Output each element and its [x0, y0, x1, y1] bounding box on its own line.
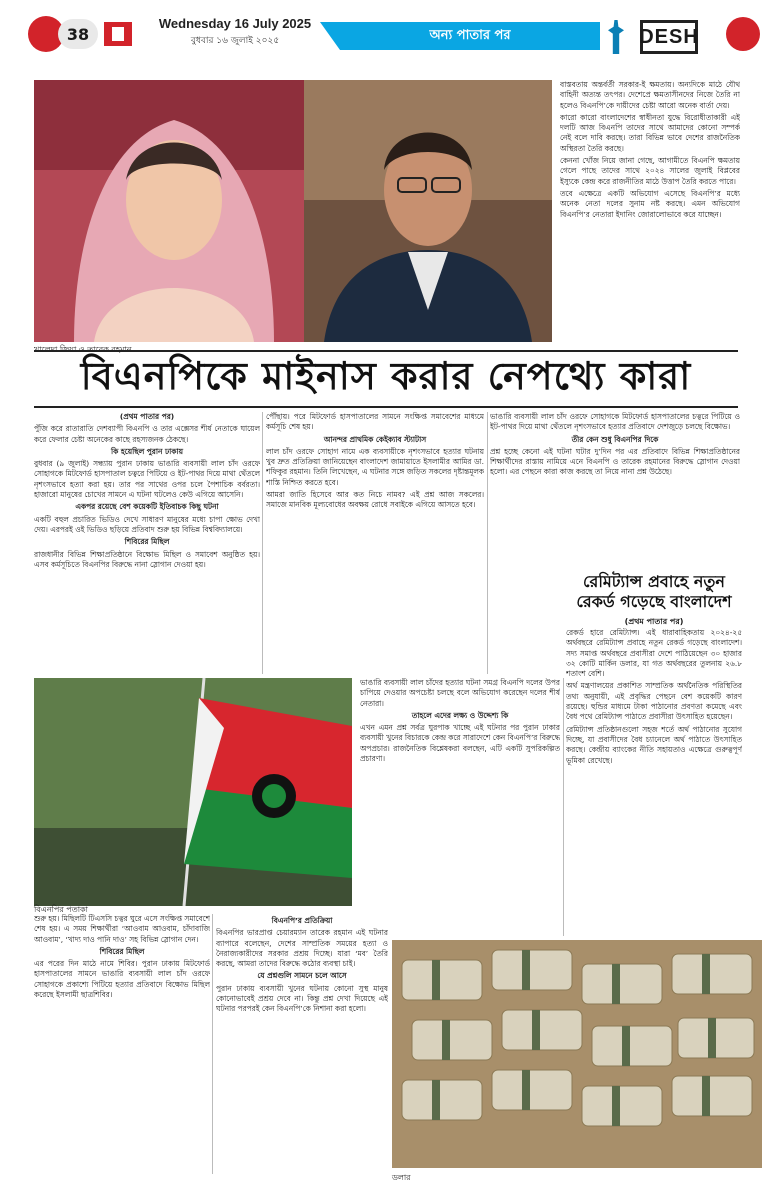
subheading: যে প্রশ্নগুলি সামনে চলে আসে	[257, 971, 347, 981]
middle-column	[360, 678, 560, 936]
paragraph: বিএনপির ভারপ্রাপ্ত চেয়ারম্যান তারেক রহমান এই ঘটনার ব্যাপারে বলেছেন, দেশের সাম্প্রতিক সময়ের হত্যা ও নৈরাজ্যকারীদের সরকার প্রশ্রয় দিচ্ছে। যারা ‘মব’ তৈরি করছে, আমরা তাদের বিরুদ্ধে কঠোর ব্যবস্থা চাই।	[216, 928, 388, 969]
paragraph: তবে এক্ষেত্রে একটি অভিযোগ এসেছে বিএনপি’র মধ্যে অনেক নেতা দলের সুনাম নষ্ট করছে। এমন অভিযোগ বিএনপি’র নেতারা ইদানিং জোরালোভাবে করে যাচ্ছেন।	[560, 188, 740, 219]
paragraph: রেকর্ড হারে রেমিট্যান্স। এই ধারাবাহিকতায় ২০২৪-২৫ অর্থবছরে রেমিট্যান্স প্রবাহে নতুন রেকর্ড গড়েছে বাংলাদেশ। সদ্য সমাপ্ত অর্থবছরে প্রবাসীরা দেশে পাঠিয়েছেন ৩০ হাজার ৩২ কোটি মার্কিন ডলার, যা গত অর্থবছরের তুলনায় ২৬.৮ শতাংশ বেশি।	[566, 628, 742, 679]
paragraph: কেননা খোঁজ নিয়ে জানা গেছে, আগামীতে বিএনপি ক্ষমতায় গেলে পাছে তাদের সাথে ২০২৪ সালের জুলাই বিপ্লবের ইস্যুকে কেন্দ্র করে রাজনীতির মাঠে উত্তাপ তৈরি করতে পারে।	[560, 156, 740, 186]
paragraph: শুরু হয়। মিছিলটি টিএসসি চত্বর ঘুরে এসে সংক্ষিপ্ত সমাবেশে শেষ হয়। এ সময় শিক্ষার্থীরা ‘আওবাম আওবাম, চাঁদাবাজি আওবাম’, ‘খাদ্য দাও পানি দাও’ সহ বিভিন্ন স্লোগান দেন।	[34, 914, 210, 944]
paragraph: বুধবার (৯ জুলাই) সন্ধ্যায় পুরান ঢাকায় ভাঙারি ব্যবসায়ী লাল চাঁদ ওরফে সোহাগকে মিটফোর্ড হাসপাতাল চত্বরে পিটিয়ে ও ইট-পাথর দিয়ে মাথা থেঁতলে নৃশংসভাবে হত্যা করা হয়। তার পর সাথের ওপর চলে পৈশাচিক বর্বরতা। হাজারো মানুষের চোখের সামনে এ ঘটনা ঘটলেও কেউ এগিয়ে আসেনি।	[34, 459, 260, 500]
subheading: একপর রয়েছে বেশ কয়েকটি ইতিবাচক কিছু ঘটনা	[75, 502, 219, 512]
issue-date	[150, 16, 320, 48]
tarique-rahman-photo	[304, 80, 552, 342]
column-divider	[212, 914, 213, 1174]
flag-photo-caption: বিএনপির পতাকা	[34, 905, 88, 914]
money-photo-caption: ডলার	[392, 1173, 411, 1182]
bnp-flag-photo	[34, 678, 352, 906]
main-headline: বিএনপিকে মাইনাস করার নেপথ্যে কারা	[34, 350, 738, 408]
khaleda-zia-photo	[34, 80, 304, 342]
remittance-column	[566, 628, 742, 934]
top-photo-caption: খালেদা জিয়া ও তারেক রহমান	[34, 345, 132, 354]
logo-text: DESH	[639, 25, 699, 48]
paragraph: ভাঙারি ব্যবসায়ী লাল চাঁদ ওরফে সোহাগকে মিটফোর্ড হাসপাতালের চত্বরে পিটিয়ে ও ইট-পাথর দিয়ে মাথা থেঁতলে নৃশংসভাবে হত্যার প্রতিবাদে দেশজুড়ে চলছে বিক্ষোভ।	[490, 412, 740, 432]
story-column-2	[266, 412, 484, 674]
paragraph: প্রশ্ন হচ্ছে কেনো এই ঘটনা ঘটার দু’দিন পর এর প্রতিবাদে বিভিন্ন শিক্ষাপ্রতিষ্ঠানের শিক্ষার্থীদের রাস্তায় নামিয়ে এনে বিএনপি ও তারেক রহমানের বিরুদ্ধে স্লোগান দেওয়া হলো। এর পেছনে কারা কাজ করছে তা নিয়ে নানা প্রশ্ন উঠেছে।	[490, 446, 740, 477]
statue-of-liberty-icon	[608, 20, 624, 54]
page-header	[0, 0, 770, 60]
paragraph: একটি বহুল প্রচারিত ভিডিও দেখে সাধারণ মানুষের মধ্যে চাপা ক্ষোভ দেখা দেয়। এরপরই ওই ভিডিও ছড়িয়ে প্রতিবাদ শুরু হয় বিভিন্ন বিশ্ববিদ্যালয়ে।	[34, 514, 260, 534]
issue-date-en: Wednesday 16 July 2025	[158, 16, 312, 31]
story-column-1	[34, 412, 260, 674]
continued-label: (প্রথম পাতার পর)	[119, 412, 175, 421]
registration-mark-icon	[726, 17, 760, 51]
subheading: তাহলে এদের লক্ষ্য ও উদ্দেশ্য কি	[411, 710, 509, 720]
bottom-column-2	[216, 914, 388, 1174]
column-divider	[487, 412, 488, 674]
subheading: শিবিরের মিছিল	[99, 946, 145, 956]
paragraph: বাস্তবতায় অন্তর্বর্তী সরকার-ই ক্ষমতায়। অন্যদিকে মাঠে যৌথ বাহিনী অত্যন্ত তৎপর। দেশেপ্রে ক্ষমতাসীনদের নিজে তৈরি না হলেও বিএনপি’কে দায়ীদের চেষ্টা আরো অনেক বার্তা দেয়।	[560, 80, 740, 110]
paragraph: কারো কারো বাংলাদেশের স্বাধীনতা যুদ্ধে বিরোধীতাকারী এই দলটি আজ বিএনপি তাদের সাথে আমাদের কোনো সম্পর্ক নেই বলে দাবি করছে। তারা বিভিন্ন ভাবে দেশের রাজনৈতিক অস্থিরতা তৈরি করছে।	[560, 112, 740, 153]
bottom-column-1	[34, 914, 210, 1174]
paragraph: রাজধানীর বিভিন্ন শিক্ষাপ্রতিষ্ঠানে বিক্ষোভ মিছিল ও সমাবেশ অনুষ্ঠিত হয়। এসব কর্মসূচিতে বিএনপির বিরুদ্ধে নানা স্লোগান দেওয়া হয়।	[34, 549, 260, 569]
column-divider	[563, 678, 564, 936]
paragraph: পৌঁছায়। পরে মিটফোর্ড হাসপাতালের সামনে সংক্ষিপ্ত সমাবেশের মাধ্যমে কর্মসূচি শেষ হয়।	[266, 412, 484, 432]
dollar-bundles-photo	[392, 940, 762, 1168]
issue-date-bn: বুধবার ১৬ জুলাই ২০২৫	[190, 36, 280, 46]
remittance-headline: রেমিট্যান্স প্রবাহে নতুন রেকর্ড গড়েছে বাংলাদেশ	[576, 572, 732, 611]
section-label: অন্য পাতার পর	[340, 22, 600, 50]
paragraph: রেমিট্যান্স প্রতিষ্ঠানগুলো সহজ শর্তে অর্থ পাঠানোর সুযোগ দিচ্ছে, যা প্রবাসীদের বৈধ চ্যানেলে অর্থ পাঠাতে উৎসাহিত করছে। কেন্দ্রীয় ব্যাংকের নীতি সহায়তাও এক্ষেত্রে গুরুত্বপূর্ণ ভূমিকা রেখেছে।	[566, 724, 742, 765]
desh-logo	[640, 20, 698, 54]
subheading: বিএনপি’র প্রতিক্রিয়া	[271, 916, 333, 925]
paragraph: লাল চাঁদ ওরফে সোহাগ নামে এক ব্যবসায়ীকে নৃশংসভাবে হত্যার ঘটনায় খুব দ্রুত প্রতিক্রিয়া জানিয়েছেন বাংলাদেশ জামায়াতে ইসলামীর আমির ডা. শফিকুর রহমান। তিনি লিখেছেন, এ ঘটনার সঙ্গে জড়িত সকলের দৃষ্টান্তমূলক শাস্তি নিশ্চিত করতে হবে।	[266, 446, 484, 487]
paragraph: ভাঙারি ব্যবসায়ী লাল চাঁদের হত্যার ঘটনা সমগ্র বিএনপি দলের উপর চাপিয়ে দেওয়ার অপচেষ্টা চলছে বলে অভিযোগ করেছেন দলের শীর্ষ নেতারা।	[360, 678, 560, 708]
subheading: শিবিরের মিছিল	[124, 537, 170, 547]
subheading: কি হয়েছিল পুরান ঢাকায়	[111, 446, 183, 456]
paragraph: এখন এমন প্রশ্ন সর্বত্র ঘুরপাক খাচ্ছে এই ঘটনার পর পুরান ঢাকার ব্যবসায়ী খুনের বিচারকে কেন্দ্র করে সারাদেশে কেন বিএনপি’র বিরুদ্ধে অপপ্রচার। রাজনৈতিক বিশ্লেষকরা বলছেন, এটি একটি সুপরিকল্পিত প্রচারণা।	[360, 723, 560, 764]
subheading: আনন্দর প্রাথমিক কেইক্যাব স্ট্যাটাস	[323, 434, 427, 444]
paragraph: এর পরের দিন মাঠে নামে শিবির। পুরান ঢাকায় মিটফোর্ড হাসপাতালের সামনে ভাঙারি ব্যবসায়ী লাল চাঁদ ওরফে সোহাগকে প্রকাশ্যে পিটিয়ে হত্যার প্রতিবাদে বিক্ষোভ মিছিল করেছে ইসলামী ছাত্রশিবির।	[34, 959, 210, 1000]
column-divider	[262, 412, 263, 674]
paragraph: পুরান ঢাকায় ব্যবসায়ী খুনের ঘটনায় কোনো সুস্থ মানুষ কোনোভাবেই প্রশ্রয় দেবে না। কিন্তু প্রশ্ন দেখা দিয়েছে এই ঘটনার পরপরই কেন বিএনপি’কে নিশানা করা হলো।	[216, 983, 388, 1014]
paragraph: পুঁজি করে রাতারাতি দেশব্যাপী বিএনপি ও তার এক্সেসর শীর্ষ নেতাকে ঘায়েল করে ফেলার চেষ্টা অনেকের কাছে রহস্যজনক ঠেকছে।	[34, 424, 260, 444]
paragraph: আমরা জাতি হিসেবে আর কত নিচে নামব? এই প্রশ্ন আজ সকলের। সমাজে মানবিক মূল্যবোধের অবক্ষয় রোধে সবাইকে এগিয়ে আসতে হবে।	[266, 490, 484, 510]
right-top-column	[560, 80, 740, 348]
page-number: 38	[58, 19, 98, 49]
subheading: তীর কেন শুধু বিএনপির দিকে	[571, 434, 659, 444]
paragraph: অর্থ মন্ত্রণালয়ের প্রকাশিত সাম্প্রতিক অর্থনৈতিক পরিস্থিতির তথ্য অনুযায়ী, এই প্রবৃদ্ধির পেছনে বেশ কয়েকটি কারণ রয়েছে। হুন্ডির মাধ্যমে টাকা পাঠানোর প্রবণতা কমেছে এবং বৈধ পথে রেমিট্যান্স পাঠাতে প্রবাসীরা উৎসাহিত হয়েছেন।	[566, 681, 742, 722]
continued-label: (প্রথম পাতার পর)	[624, 617, 684, 626]
bangladesh-flag-icon	[104, 22, 132, 46]
